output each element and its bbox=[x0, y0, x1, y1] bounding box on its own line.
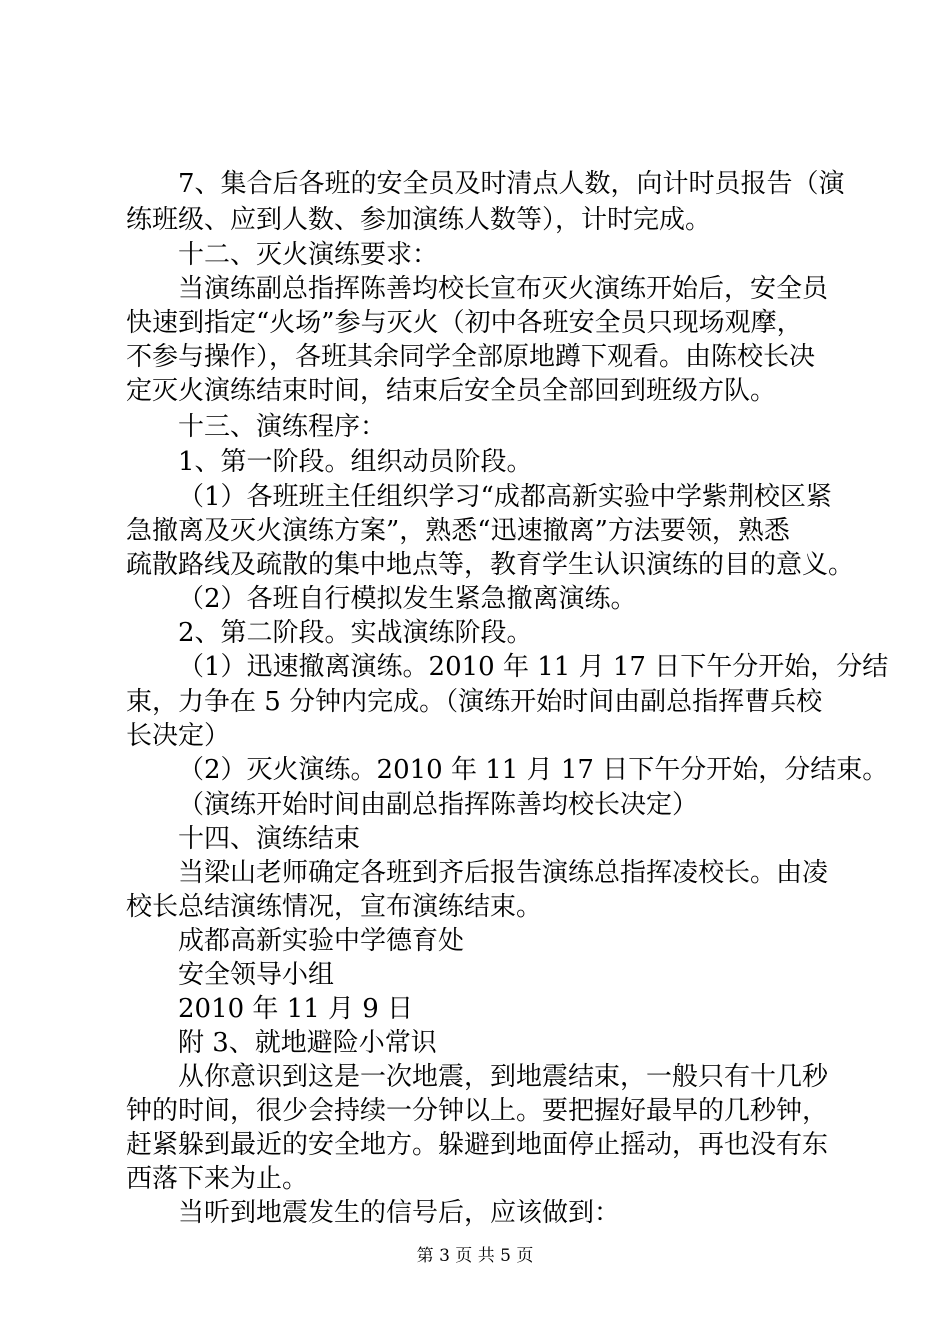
page-footer: 第 3 页 共 5 页 bbox=[416, 1246, 534, 1266]
text-line: 校长总结演练情况，宣布演练结束。 bbox=[126, 892, 543, 922]
text-line: 1、第一阶段。组织动员阶段。 bbox=[178, 447, 533, 477]
text-line: 快速到指定“火场”参与灭火（初中各班安全员只现场观摩， bbox=[126, 308, 803, 338]
text-line: （演练开始时间由副总指挥陈善均校长决定） bbox=[178, 790, 699, 820]
text-line: 不参与操作），各班其余同学全部原地蹲下观看。由陈校长决 bbox=[126, 342, 816, 372]
text-line: 从你意识到这是一次地震，到地震结束，一般只有十几秒 bbox=[178, 1062, 829, 1092]
signature-group: 安全领导小组 bbox=[178, 960, 335, 990]
section-heading: 十二、灭火演练要求： bbox=[178, 240, 439, 270]
text-line: 疏散路线及疏散的集中地点等，教育学生认识演练的目的意义。 bbox=[126, 550, 855, 580]
text-line: 赶紧躲到最近的安全地方。躲避到地面停止摇动，再也没有东 bbox=[126, 1130, 829, 1160]
text-line: 长决定） bbox=[126, 721, 231, 751]
text-line: 钟的时间，很少会持续一分钟以上。要把握好最早的几秒钟， bbox=[126, 1096, 829, 1126]
section-heading: 十三、演练程序： bbox=[178, 412, 387, 442]
section-heading: 十四、演练结束 bbox=[178, 824, 361, 854]
text-line: 当演练副总指挥陈善均校长宣布灭火演练开始后，安全员 bbox=[178, 274, 829, 304]
text-line: 当听到地震发生的信号后，应该做到： bbox=[178, 1198, 621, 1228]
text-line: （1）迅速撤离演练。2010 年 11 月 17 日下午分开始，分结 bbox=[178, 652, 889, 682]
text-line: 西落下来为止。 bbox=[126, 1164, 309, 1194]
text-line: 束，力争在 5 分钟内完成。（演练开始时间由副总指挥曹兵校 bbox=[126, 687, 823, 717]
signature-department: 成都高新实验中学德育处 bbox=[178, 926, 465, 956]
signature-date: 2010 年 11 月 9 日 bbox=[178, 994, 414, 1024]
text-line: 急撤离及灭火演练方案”，熟悉“迅速撤离”方法要领，熟悉 bbox=[126, 516, 790, 546]
text-line: （2）各班自行模拟发生紧急撤离演练。 bbox=[178, 584, 637, 614]
text-line: 7、集合后各班的安全员及时清点人数，向计时员报告（演 bbox=[178, 169, 845, 199]
section-heading: 附 3、就地避险小常识 bbox=[178, 1028, 437, 1058]
text-line: （2）灭火演练。2010 年 11 月 17 日下午分开始，分结束。 bbox=[178, 755, 889, 785]
text-line: 2、第二阶段。实战演练阶段。 bbox=[178, 618, 533, 648]
text-line: 当梁山老师确定各班到齐后报告演练总指挥凌校长。由凌 bbox=[178, 858, 829, 888]
text-line: （1）各班班主任组织学习“成都高新实验中学紫荆校区紧 bbox=[178, 482, 832, 512]
text-line: 定灭火演练结束时间，结束后安全员全部回到班级方队。 bbox=[126, 376, 777, 406]
text-line: 练班级、应到人数、参加演练人数等），计时完成。 bbox=[126, 205, 712, 235]
